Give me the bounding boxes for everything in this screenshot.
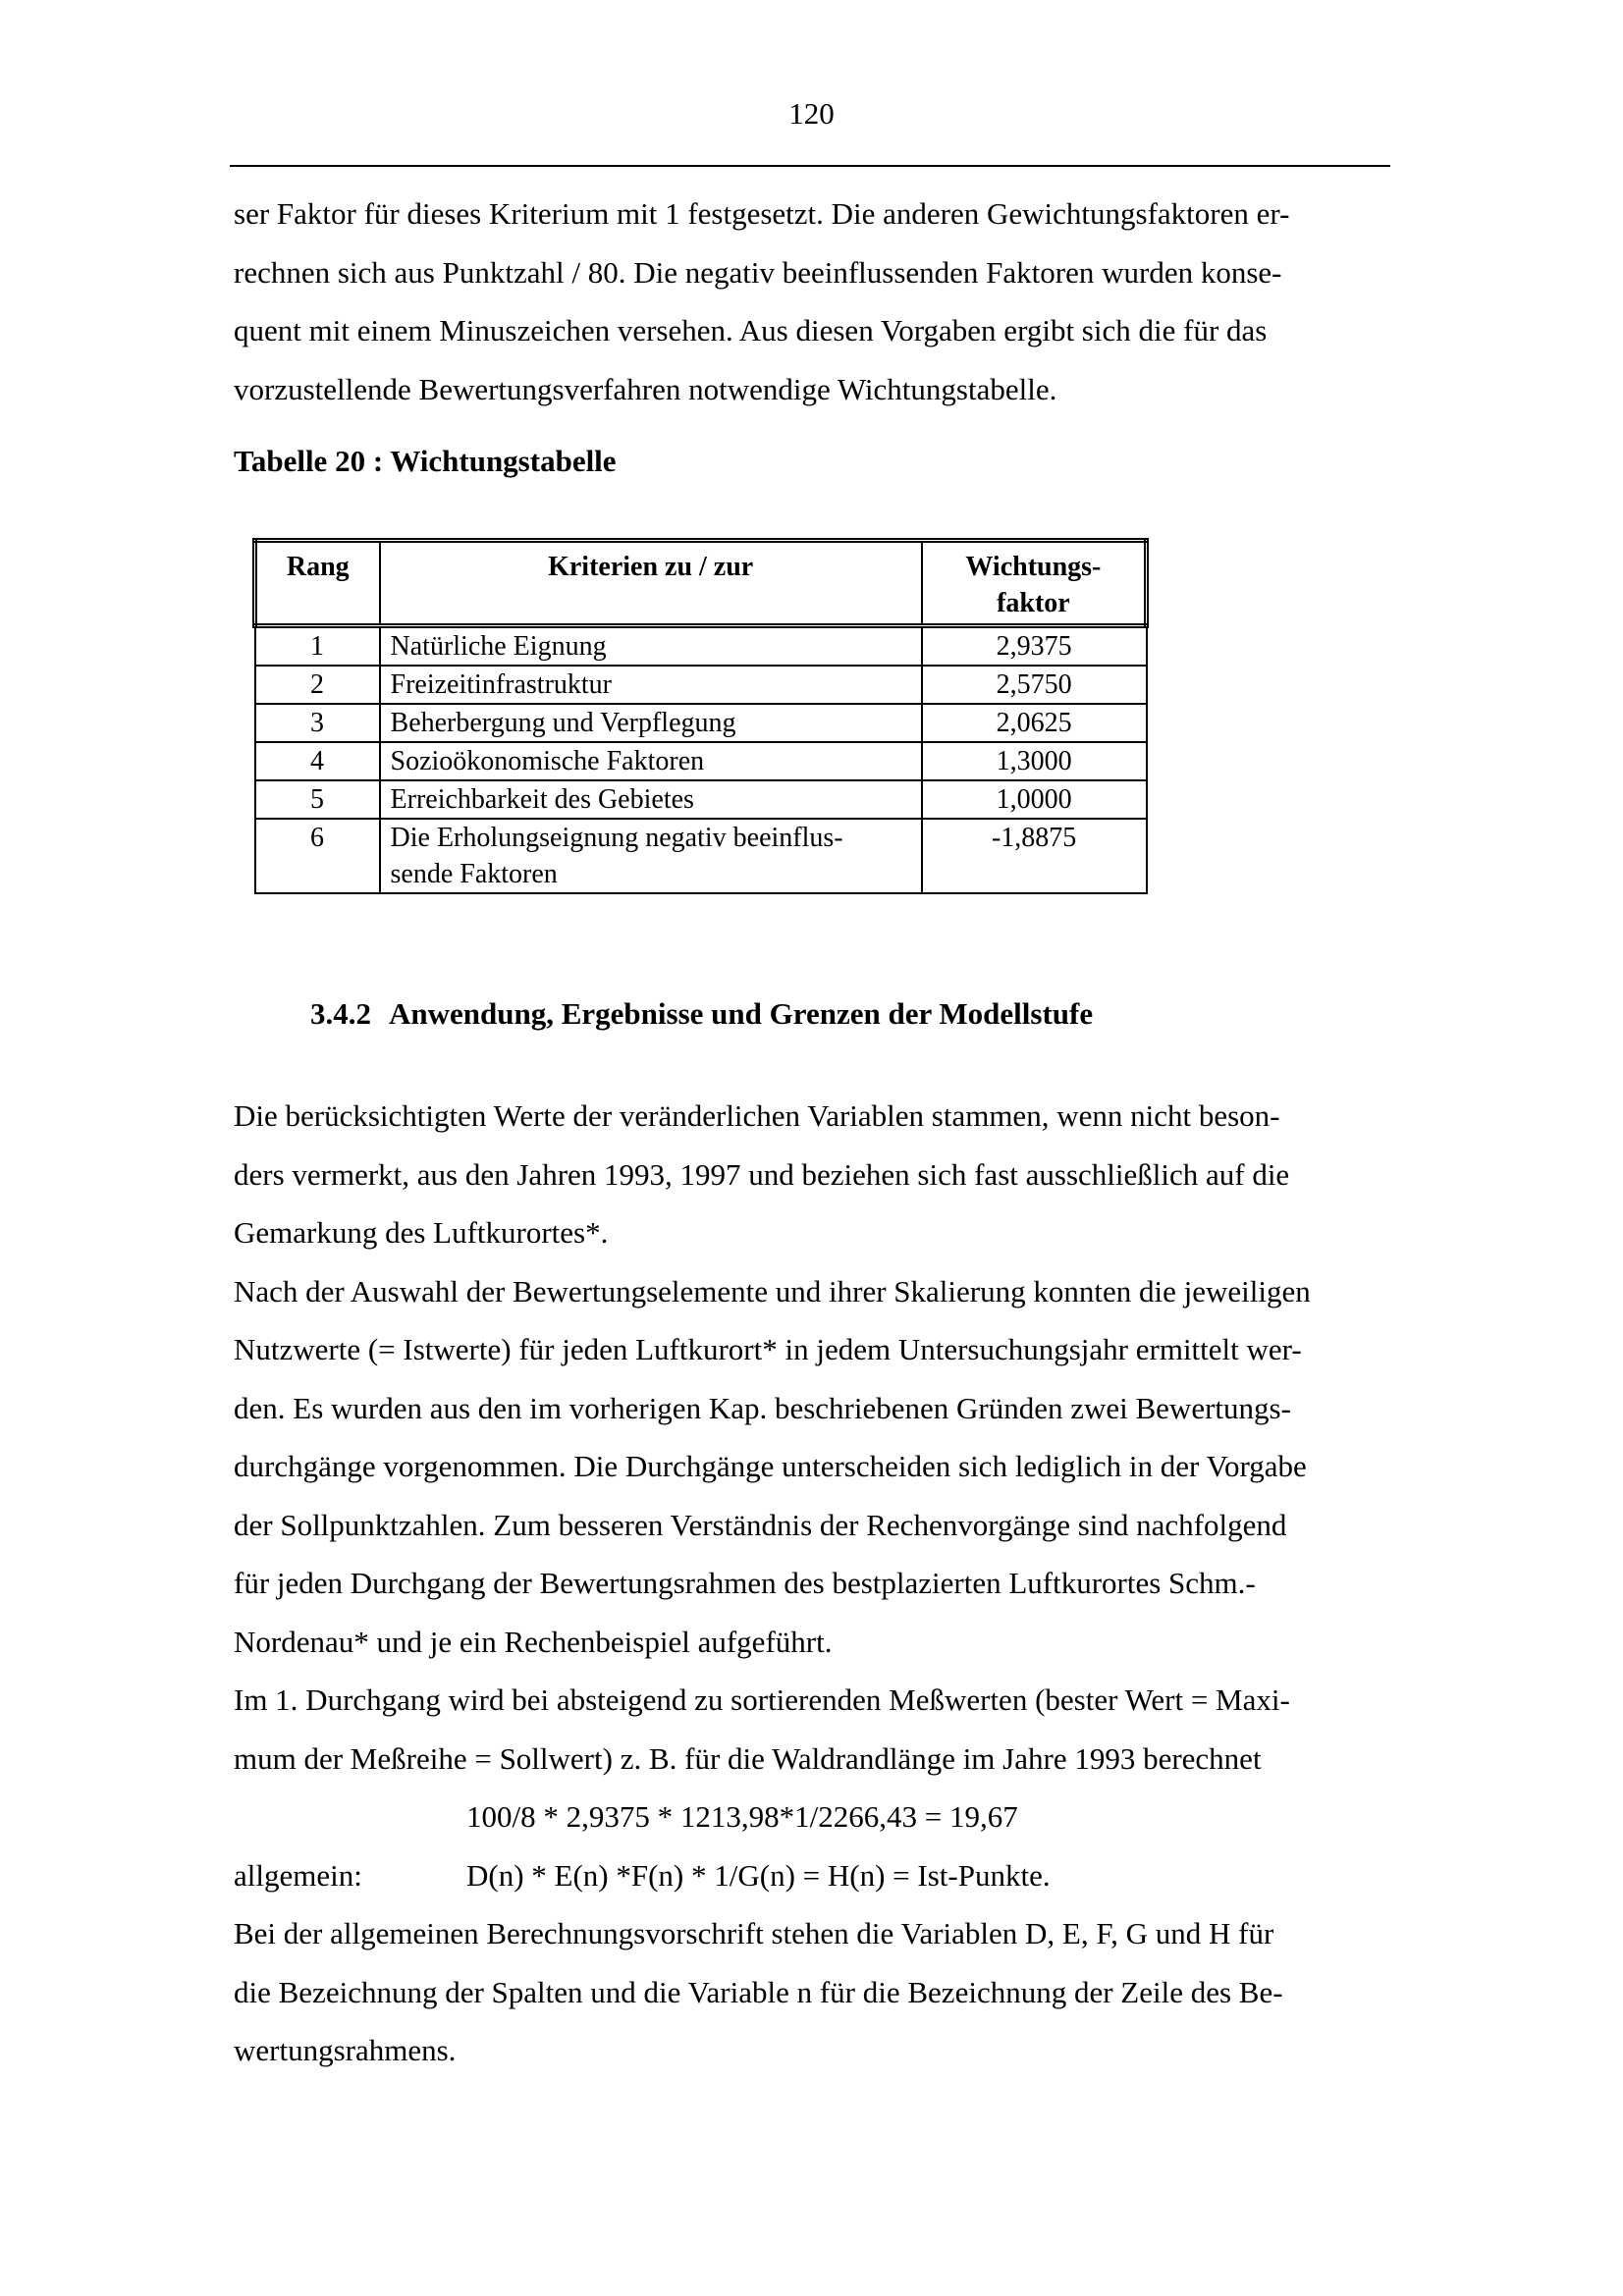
text-line: mum der Meßreihe = Sollwert) z. B. für die Waldrandlänge im Jahre 1993 berechnet (234, 1740, 1262, 1776)
cell-criteria: Natürliche Eignung (380, 626, 922, 667)
cell-rank: 1 (255, 626, 380, 667)
text-line: quent mit einem Minuszeichen versehen. Aus diesen Vorgaben ergibt sich die für das (234, 313, 1268, 347)
header-factor-line1: Wichtungs- (965, 552, 1102, 582)
cell-factor: 1,0000 (922, 780, 1147, 819)
text-line: Nordenau* und je ein Rechenbeispiel aufgeführt. (234, 1624, 833, 1659)
cell-rank: 4 (255, 742, 380, 780)
general-formula-line (234, 1846, 1402, 1905)
text-line: Bei der allgemeinen Berechnungsvorschrift stehen die Variablen D, E, F, G und H für (234, 1916, 1274, 1950)
section-title: Anwendung, Ergebnisse und Grenzen der Modellstufe (389, 996, 1094, 1031)
cell-criteria: Freizeitinfrastruktur (380, 666, 922, 704)
text-line: Die berücksichtigten Werte der veränderlichen Variablen stammen, wenn nicht beson- (234, 1098, 1280, 1133)
cell-rank: 2 (255, 666, 380, 704)
text-line: Nach der Auswahl der Bewertungselemente und ihrer Skalierung konnten die jeweiligen (234, 1273, 1311, 1308)
cell-criteria (380, 819, 922, 893)
table-header-row (255, 541, 1147, 626)
section-number: 3.4.2 (310, 996, 371, 1031)
general-label: allgemein: (234, 1857, 362, 1893)
cell-rank: 5 (255, 780, 380, 819)
header-factor-line2: faktor (997, 588, 1070, 618)
text-line: vorzustellende Bewertungsverfahren notwendige Wichtungstabelle. (234, 371, 1057, 406)
table-caption: Tabelle 20 : Wichtungstabelle (234, 444, 617, 478)
table-row (255, 780, 1147, 819)
text-line: Gemarkung des Luftkurortes*. (234, 1215, 609, 1250)
cell-factor: 2,5750 (922, 666, 1147, 704)
text-line: ser Faktor für dieses Kriterium mit 1 festgesetzt. Die anderen Gewichtungsfaktoren er- (234, 196, 1290, 231)
cell-factor: 2,9375 (922, 626, 1147, 667)
text-line: rechnen sich aus Punktzahl / 80. Die negativ beeinflussenden Faktoren wurden konse- (234, 254, 1282, 290)
cell-factor: 2,0625 (922, 704, 1147, 742)
text-line: der Sollpunktzahlen. Zum besseren Verständnis der Rechenvorgänge sind nachfolgend (234, 1507, 1287, 1542)
text-line: ders vermerkt, aus den Jahren 1993, 1997 und beziehen sich fast ausschließlich auf die (234, 1156, 1290, 1192)
cell-rank: 6 (255, 819, 380, 893)
page-number: 120 (788, 96, 835, 131)
table-row (255, 626, 1147, 667)
header-rule (230, 165, 1390, 167)
general-formula: D(n) * E(n) *F(n) * 1/G(n) = H(n) = Ist-Punkte. (466, 1857, 1051, 1893)
text-line: Im 1. Durchgang wird bei absteigend zu sortierenden Meßwerten (bester Wert = Maxi- (234, 1682, 1290, 1717)
header-factor (922, 541, 1147, 626)
table-row (255, 704, 1147, 742)
text-line: durchgänge vorgenommen. Die Durchgänge unterscheiden sich lediglich in der Vorgabe (234, 1449, 1307, 1483)
cell-criteria: Sozioökonomische Faktoren (380, 742, 922, 780)
weighting-table (252, 538, 1149, 894)
cell-factor: -1,8875 (922, 819, 1147, 893)
text-line: wertungsrahmens. (234, 2033, 457, 2067)
text-line: für jeden Durchgang der Bewertungsrahmen des bestplazierten Luftkurortes Schm.- (234, 1566, 1256, 1600)
cell-criteria-line2: sende Faktoren (390, 859, 558, 889)
table-row (255, 666, 1147, 704)
section-heading (310, 994, 1093, 1034)
header-criteria: Kriterien zu / zur (380, 541, 922, 626)
cell-factor: 1,3000 (922, 742, 1147, 780)
intro-paragraph (234, 185, 1402, 418)
header-rank: Rang (255, 541, 380, 626)
text-line: die Bezeichnung der Spalten und die Variable n für die Bezeichnung der Zeile des Be- (234, 1974, 1283, 2009)
cell-criteria: Beherbergung und Verpflegung (380, 704, 922, 742)
text-line: den. Es wurden aus den im vorherigen Kap. beschriebenen Gründen zwei Bewertungs- (234, 1390, 1291, 1425)
cell-criteria-line1: Die Erholungseignung negativ beeinflus- (390, 823, 843, 853)
table-row (255, 819, 1147, 893)
table-row (255, 742, 1147, 780)
text-line: Nutzwerte (= Istwerte) für jeden Luftkurort* in jedem Untersuchungsjahr ermittelt wer- (234, 1332, 1302, 1366)
body-text (234, 1087, 1402, 2080)
example-formula: 100/8 * 2,9375 * 1213,98*1/2266,43 = 19,67 (466, 1799, 1018, 1834)
cell-rank: 3 (255, 704, 380, 742)
cell-criteria: Erreichbarkeit des Gebietes (380, 780, 922, 819)
